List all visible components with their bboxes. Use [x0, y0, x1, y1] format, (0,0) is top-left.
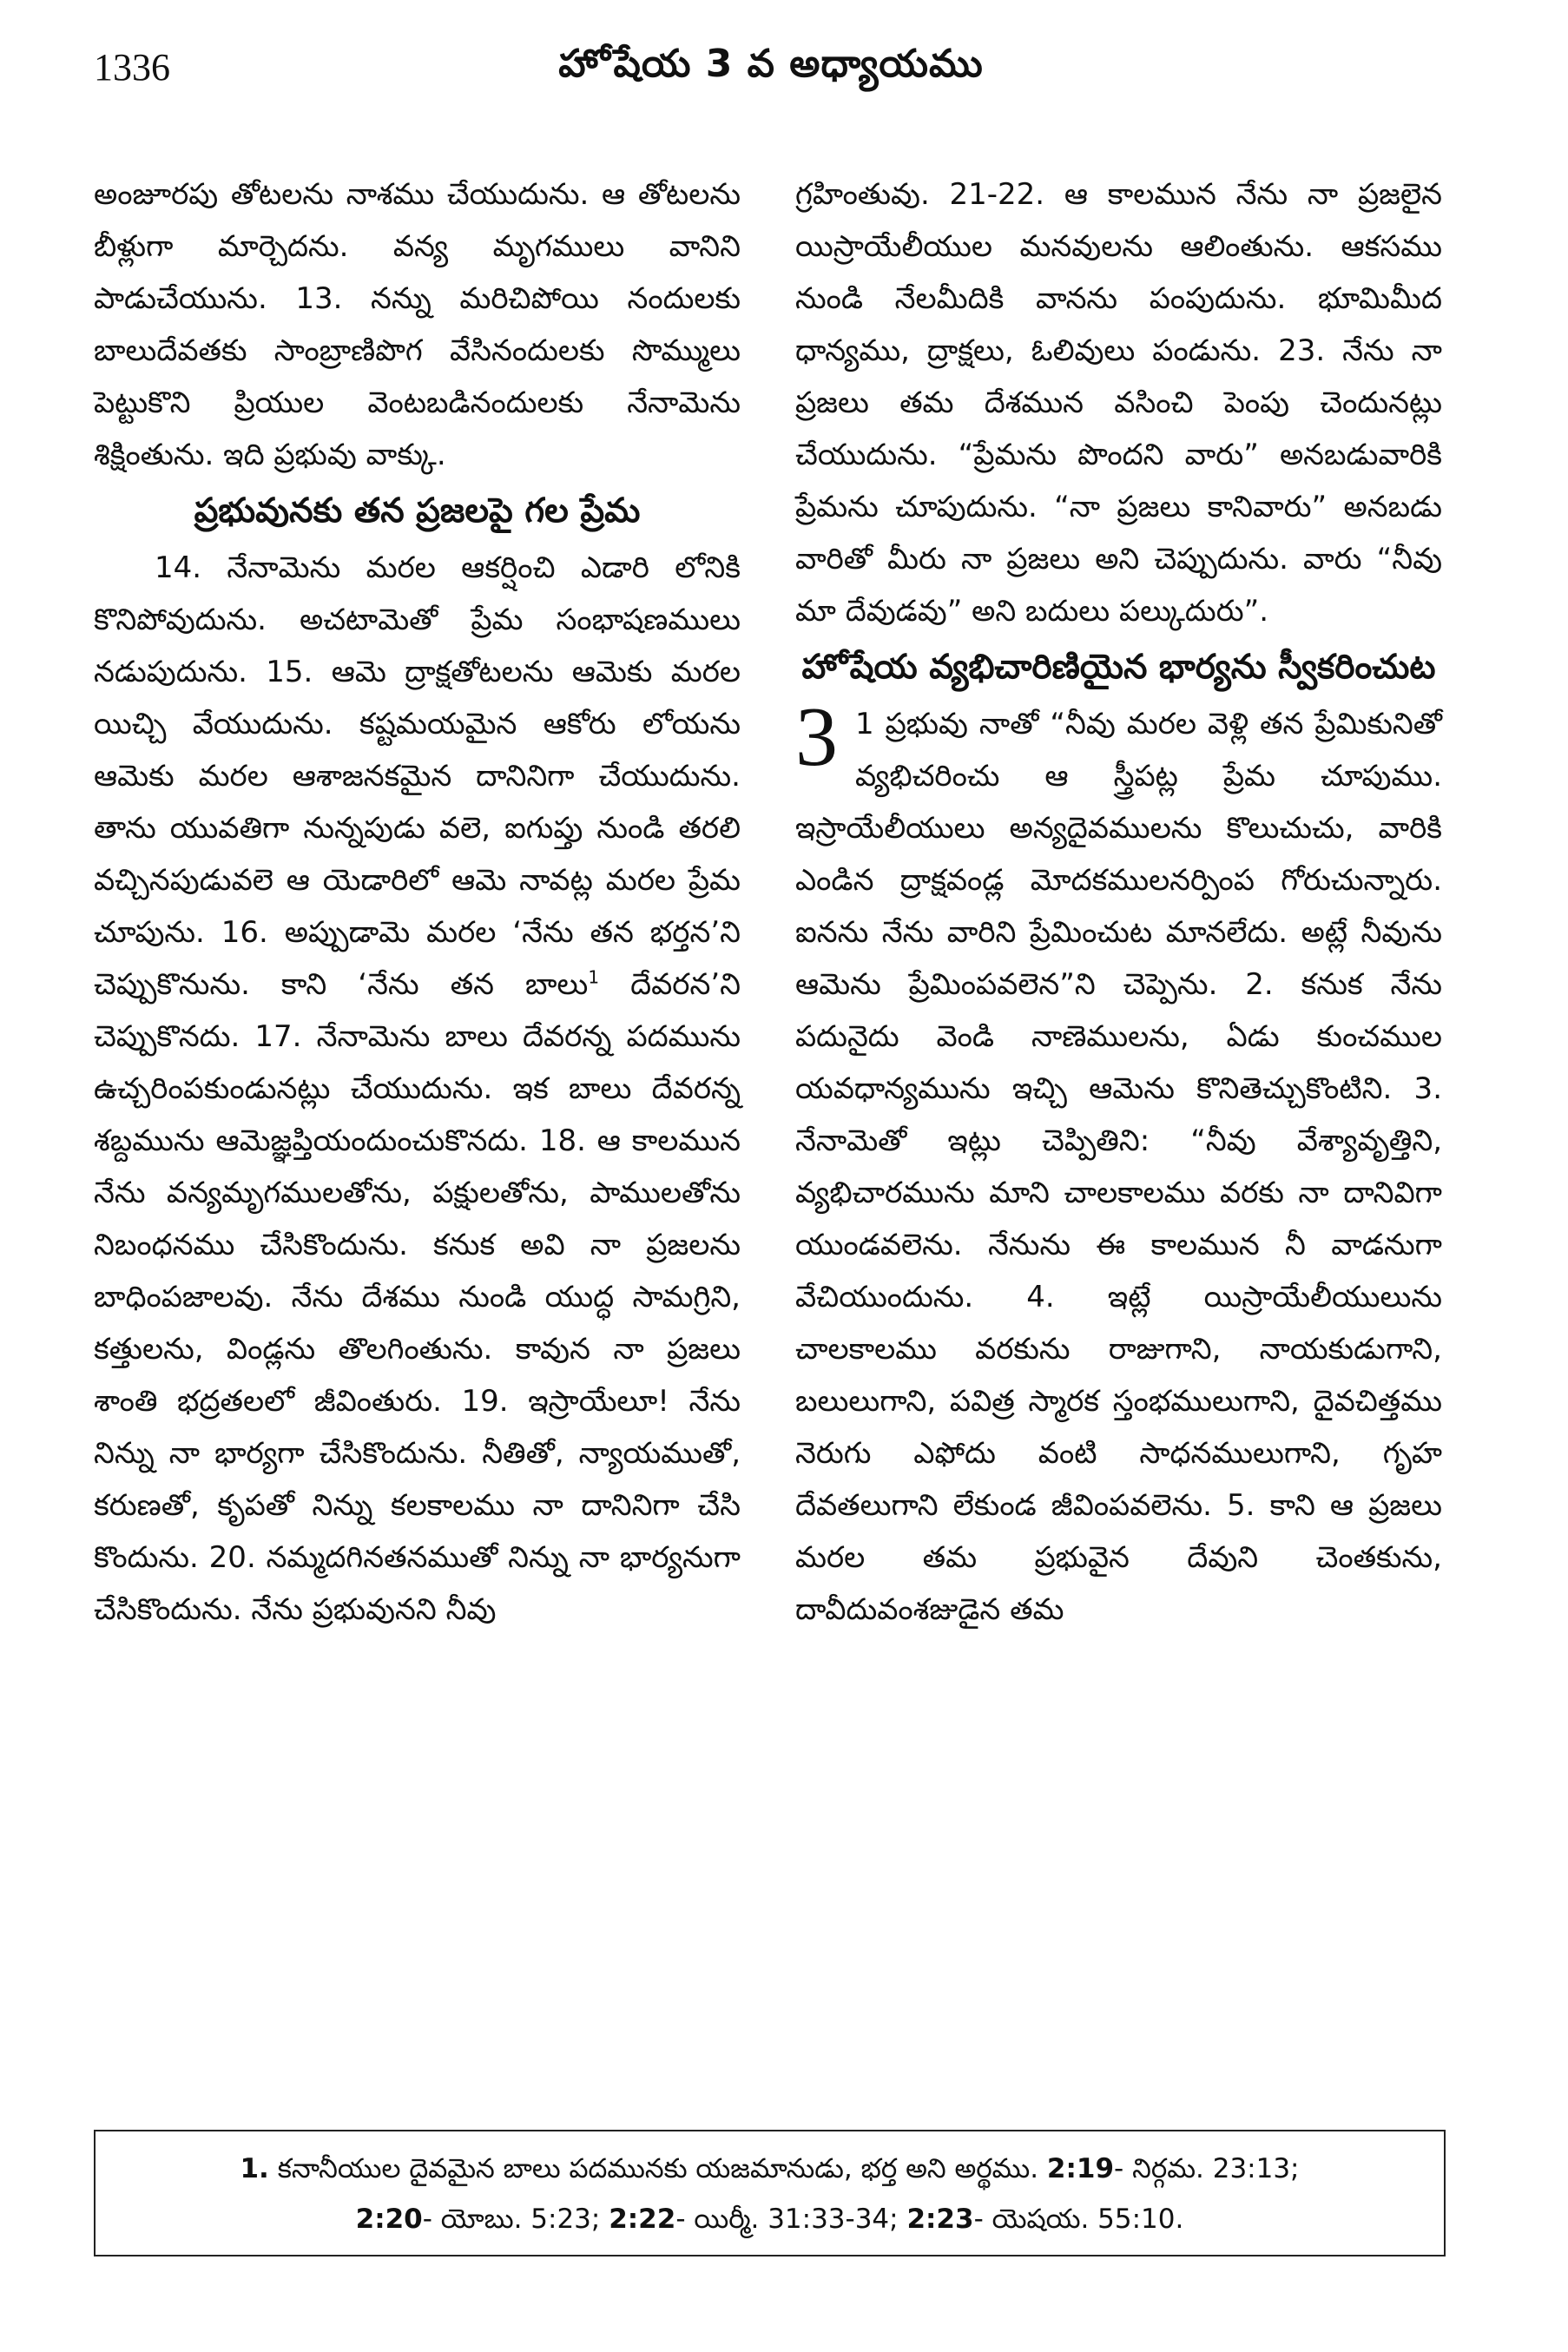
footnote-text: కనానీయుల దైవమైన బాలు పదమునకు యజమానుడు, భర్త అని అర్థము.: [268, 2153, 1047, 2184]
footnote-ref-2-20-text: - యోబు. 5:23;: [422, 2204, 609, 2235]
footnote-line-2: [96, 2194, 1444, 2244]
page-header: [94, 42, 1448, 106]
footnote-ref-2-23-text: - యెషయ. 55:10.: [973, 2204, 1184, 2235]
footnote-ref-2-23: 2:23: [906, 2204, 974, 2235]
chapter-3-text: 1 ప్రభువు నాతో “నీవు మరల వెళ్లి తన ప్రేమికునితో వ్యభిచరించు ఆ స్త్రీపట్ల ప్రేమ చూపుము. ఇస్రాయేలీయులు అన్యదైవములను కొలుచుచు, వారికి ఎండిన ద్రాక్షవండ్ల మోదకములనర్పింప గోరుచున్నారు. ఐనను నేను వారిని ప్రేమించుట మానలేదు. అట్లే నీవును ఆమెను ప్రేమింపవలెన”ని చెప్పెను. 2. కనుక నేను పదునైదు వెండి నాణెములను, ఏడు కుంచముల యవధాన్యమును ఇచ్చి ఆమెను కొనితెచ్చుకొంటిని. 3. నేనామెతో ఇట్లు చెప్పితిని: “నీవు వేశ్యావృత్తిని, వ్యభిచారమును మాని చాలకాలము వరకు నా దానివిగా యుండవలెను. నేనును ఈ కాలమున నీ వాడనుగా వేచియుందును. 4. ఇట్లే యిస్రాయేలీయులును చాలకాలము వరకును రాజుగాని, నాయకుడుగాని, బలులుగాని, పవిత్ర స్మారక స్తంభములుగాని, దైవచిత్తము నెరుగు ఎఫోదు వంటి సాధనములుగాని, గృహ దేవతలుగాని లేకుండ జీవింపవలెను. 5. కాని ఆ ప్రజలు మరల తమ ప్రభువైన దేవుని చెంతకును, దావీదువంశజుడైన తమ: [795, 707, 1442, 1627]
footnote-ref-2-22-text: - యిర్మీ. 31:33-34;: [675, 2204, 907, 2235]
footnote-marker: 1: [588, 966, 600, 988]
footnote-line-1: [96, 2144, 1444, 2194]
footnote-ref-2-19-text: - నిర్గమ. 23:13;: [1114, 2153, 1300, 2184]
left-paragraph-2-text-b: దేవరన’ని చెప్పుకొనదు. 17. నేనామెను బాలు దేవరన్న పదమును ఉచ్చరింపకుండునట్లు చేయుదును. ఇక బాలు దేవరన్న శబ్దమును ఆమెజ్ఞప్తియందుంచుకొనదు. 18. ఆ కాలమున నేను వన్యమృగములతోను, పక్షులతోను, పాములతోను నిబంధనము చేసికొందును. కనుక అవి నా ప్రజలను బాధింపజాలవు. నేను దేశము నుండి యుద్ధ సామగ్రిని, కత్తులను, విండ్లను తొలగింతును. కావున నా ప్రజలు శాంతి భద్రతలలో జీవింతురు. 19. ఇస్రాయేలూ! నేను నిన్ను నా భార్యగా చేసికొందును. నీతితో, న్యాయముతో, కరుణతో, కృపతో నిన్ను కలకాలము నా దానినిగా చేసి కొందును. 20. నమ్మదగినతనముతో నిన్ను నా భార్యనుగా చేసికొందును. నేను ప్రభువునని నీవు: [94, 967, 741, 1627]
running-title: హోషేయ 3 వ అధ్యాయము: [558, 42, 984, 86]
page-number: 1336: [94, 46, 170, 89]
footnote-ref-2-19: 2:19: [1046, 2153, 1115, 2184]
footnote-number: 1.: [240, 2153, 269, 2184]
footnote-box: [94, 2130, 1446, 2256]
footnote-ref-2-20: 2:20: [355, 2204, 423, 2235]
right-column: [795, 168, 1442, 1636]
right-paragraph-1: గ్రహింతువు. 21-22. ఆ కాలమున నేను నా ప్రజలైన యిస్రాయేలీయుల మనవులను ఆలింతును. ఆకసము నుండి నేలమీదికి వానను పంపుదును. భూమిమీద ధాన్యము, ద్రాక్షలు, ఓలివులు పండును. 23. నేను నా ప్రజలు తమ దేశమున వసించి పెంపు చెందునట్లు చేయుదును. “ప్రేమను పొందని వారు” అనబడువారికి ప్రేమను చూపుదును. “నా ప్రజలు కానివారు” అనబడు వారితో మీరు నా ప్రజలు అని చెప్పుదును. వారు “నీవు మా దేవుడవు” అని బదులు పల్కుదురు”.: [795, 177, 1442, 629]
chapter-3-paragraph: [795, 690, 1442, 1636]
chapter-number: 3: [795, 690, 838, 784]
left-paragraph-2-text-a: 14. నేనామెను మరల ఆకర్షించి ఎడారి లోనికి కొనిపోవుదును. అచటామెతో ప్రేమ సంభాషణములు నడుపుదును. 15. ఆమె ద్రాక్షతోటలను ఆమెకు మరల యిచ్చి వేయుదును. కష్టమయమైన ఆకోరు లోయను ఆమెకు మరల ఆశాజనకమైన దానినిగా చేయుదును. తాను యువతిగా నున్నపుడు వలె, ఐగుప్తు నుండి తరలి వచ్చినపుడువలె ఆ యెడారిలో ఆమె నావట్ల మరల ప్రేమ చూపును. 16. అప్పుడామె మరల ‘నేను తన భర్తన’ని చెప్పుకొనును. కాని ‘నేను తన బాలు: [94, 550, 741, 1002]
section-heading-hosea-wife: హోషేయ వ్యభిచారిణియైన భార్యను స్వీకరించుట: [801, 648, 1436, 687]
left-paragraph-2: [94, 542, 741, 1636]
footnote-ref-2-22: 2:22: [609, 2204, 676, 2235]
section-heading-gods-love: ప్రభువునకు తన ప్రజలపై గల ప్రేమ: [194, 491, 641, 530]
left-column: [94, 168, 741, 1636]
left-paragraph-1: అంజూరపు తోటలను నాశము చేయుదును. ఆ తోటలను బీళ్లుగా మార్చెదను. వన్య మృగములు వానిని పాడుచేయును. 13. నన్ను మరిచిపోయి నందులకు బాలుదేవతకు సాంబ్రాణిపొగ వేసినందులకు సొమ్ములు పెట్టుకొని ప్రియుల వెంటబడినందులకు నేనామెను శిక్షింతును. ఇది ప్రభువు వాక్కు.: [94, 177, 741, 472]
